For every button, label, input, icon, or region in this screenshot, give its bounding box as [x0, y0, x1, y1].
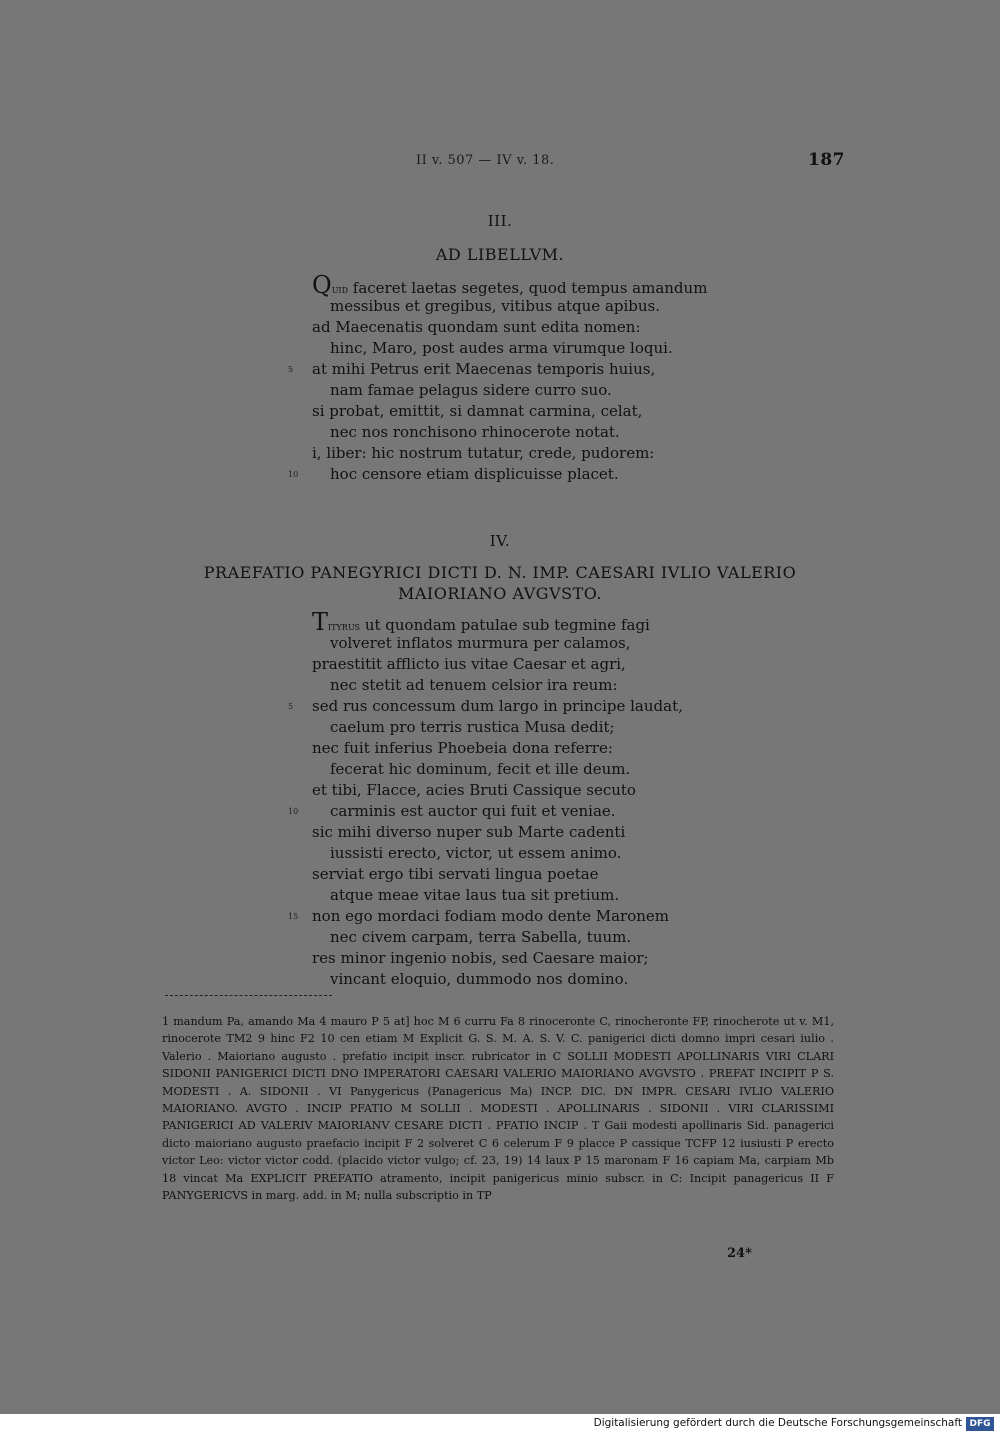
poem-iv-title-line1: PRAEFATIO PANEGYRICI DICTI D. N. IMP. CAESARI IVLIO VALERIO — [203, 563, 797, 582]
running-head-range: II v. 507 — IV v. 18. — [416, 153, 555, 168]
poem-line: si probat, emittit, si damnat carmina, celat, — [312, 402, 643, 420]
poem-line: fecerat hic dominum, fecit et ille deum. — [330, 760, 631, 778]
poem-line: ad Maecenatis quondam sunt edita nomen: — [312, 318, 641, 336]
apparatus-text: 1 mandum Pa, amando Ma 4 mauro P 5 at] hoc M 6 curru Fa 8 rinoceronte C, rinocheronte FP, rinocherote ut v. M1, rinocerote TM2 9 hinc F2 10 cen etiam M Explicit G. S. M. A. S. V. C. panigerici dicti domno impri cesari iulio . Valerio . Maioriano augusto . prefatio incipit inscr. rubricator in C SOLLII MODESTI APOLLINARIS VIRI CLARI SIDONII PANIGERICI DICTI DNO IMPERATORI CAESARI VALERIO MAIORIANO AVGVSTO . PREFAT INCIPIT P S. MODESTI . A. SIDONII . VI Panygericus (Panagericus Ma) INCP. DIC. DN IMPR. CESARI IVLIO VALERIO MAIORIANO. AVGTO . INCIP PFATIO M SOLLII . MODESTI . APOLLINARIS . SIDONII . VIRI CLARISSIMI PANIGERICI AD VALERIV MAIORIANV CESARE DICTI . PFATIO INCIP . T Gaii modesti apollinaris Sid. panagerici dicto maioriano augusto praefacio incipit F 2 solveret C 6 celerum F 9 placce P cassique TCFP 12 iusiusti P erecto victor Leo: victor victor codd. (placido victor vulgo; cf. 23, 19) 14 laux P 15 maronam F 16 capiam Ma, carpiam Mb 18 vincat Ma EXPLICIT PREFATIO atramento, incipit panigericus minio subscr. in C: Incipit panagericus II F PANYGERICVS in marg. add. in M; nulla subscriptio in TP — [162, 1015, 834, 1203]
poem-line — [312, 608, 650, 636]
smallcaps-word: ityrus — [328, 619, 361, 633]
line-number: 10 — [288, 807, 299, 816]
poem-iv-numeral: IV. — [489, 532, 511, 550]
poem-line: hinc, Maro, post audes arma virumque loqui. — [330, 339, 673, 357]
line-number: 15 — [288, 912, 299, 921]
poem-iii-numeral: III. — [487, 212, 513, 230]
poem-line: atque meae vitae laus tua sit pretium. — [330, 886, 620, 904]
poem-line: nam famae pelagus sidere curro suo. — [330, 381, 612, 399]
drop-initial: T — [312, 608, 329, 636]
poem-line: praestitit afflicto ius vitae Caesar et agri, — [312, 655, 626, 673]
running-head — [0, 150, 1000, 172]
line-text: ut quondam patulae sub tegmine fagi — [360, 616, 650, 634]
line-text: faceret laetas segetes, quod tempus amandum — [348, 279, 708, 297]
poem-line: res minor ingenio nobis, sed Caesare maior; — [312, 949, 649, 967]
footnote-rule — [165, 995, 332, 996]
poem-line: nec civem carpam, terra Sabella, tuum. — [330, 928, 632, 946]
poem-iv-title-line2: MAIORIANO AVGVSTO. — [397, 584, 603, 603]
poem-line: nec nos ronchisono rhinocerote notat. — [330, 423, 620, 441]
poem-line — [312, 271, 708, 299]
poem-line: sed rus concessum dum largo in principe laudat, — [312, 697, 683, 715]
poem-iii-title: AD LIBELLVM. — [435, 245, 565, 264]
critical-apparatus — [162, 1013, 834, 1204]
poem-line: vincant eloquio, dummodo nos domino. — [330, 970, 629, 988]
drop-initial: Q — [312, 271, 332, 299]
poem-line: non ego mordaci fodiam modo dente Maronem — [312, 907, 669, 925]
funding-credit: Digitalisierung gefördert durch die Deutsche Forschungsgemeinschaft — [593, 1417, 962, 1429]
poem-line: i, liber: hic nostrum tutatur, crede, pudorem: — [312, 444, 655, 462]
signature-mark: 24* — [727, 1246, 752, 1261]
line-number: 5 — [288, 365, 294, 374]
poem-line: at mihi Petrus erit Maecenas temporis huius, — [312, 360, 656, 378]
line-number: 10 — [288, 470, 299, 479]
poem-line: carminis est auctor qui fuit et veniae. — [330, 802, 616, 820]
poem-line: serviat ergo tibi servati lingua poetae — [312, 865, 599, 883]
digitization-footer — [0, 1414, 1000, 1434]
line-number: 5 — [288, 702, 294, 711]
poem-line: messibus et gregibus, vitibus atque apibus. — [330, 297, 661, 315]
poem-line: nec fuit inferius Phoebeia dona referre: — [312, 739, 613, 757]
poem-line: hoc censore etiam displicuisse placet. — [330, 465, 619, 483]
poem-line: sic mihi diverso nuper sub Marte cadenti — [312, 823, 626, 841]
poem-line: nec stetit ad tenuem celsior ira reum: — [330, 676, 618, 694]
poem-line: iussisti erecto, victor, ut essem animo. — [330, 844, 622, 862]
smallcaps-word: uid — [331, 282, 349, 296]
poem-line: caelum pro terris rustica Musa dedit; — [330, 718, 615, 736]
dfg-logo-icon: DFG — [966, 1417, 994, 1431]
poem-line: et tibi, Flacce, acies Bruti Cassique secuto — [312, 781, 636, 799]
page-number: 187 — [808, 150, 845, 170]
poem-line: volveret inflatos murmura per calamos, — [330, 634, 631, 652]
